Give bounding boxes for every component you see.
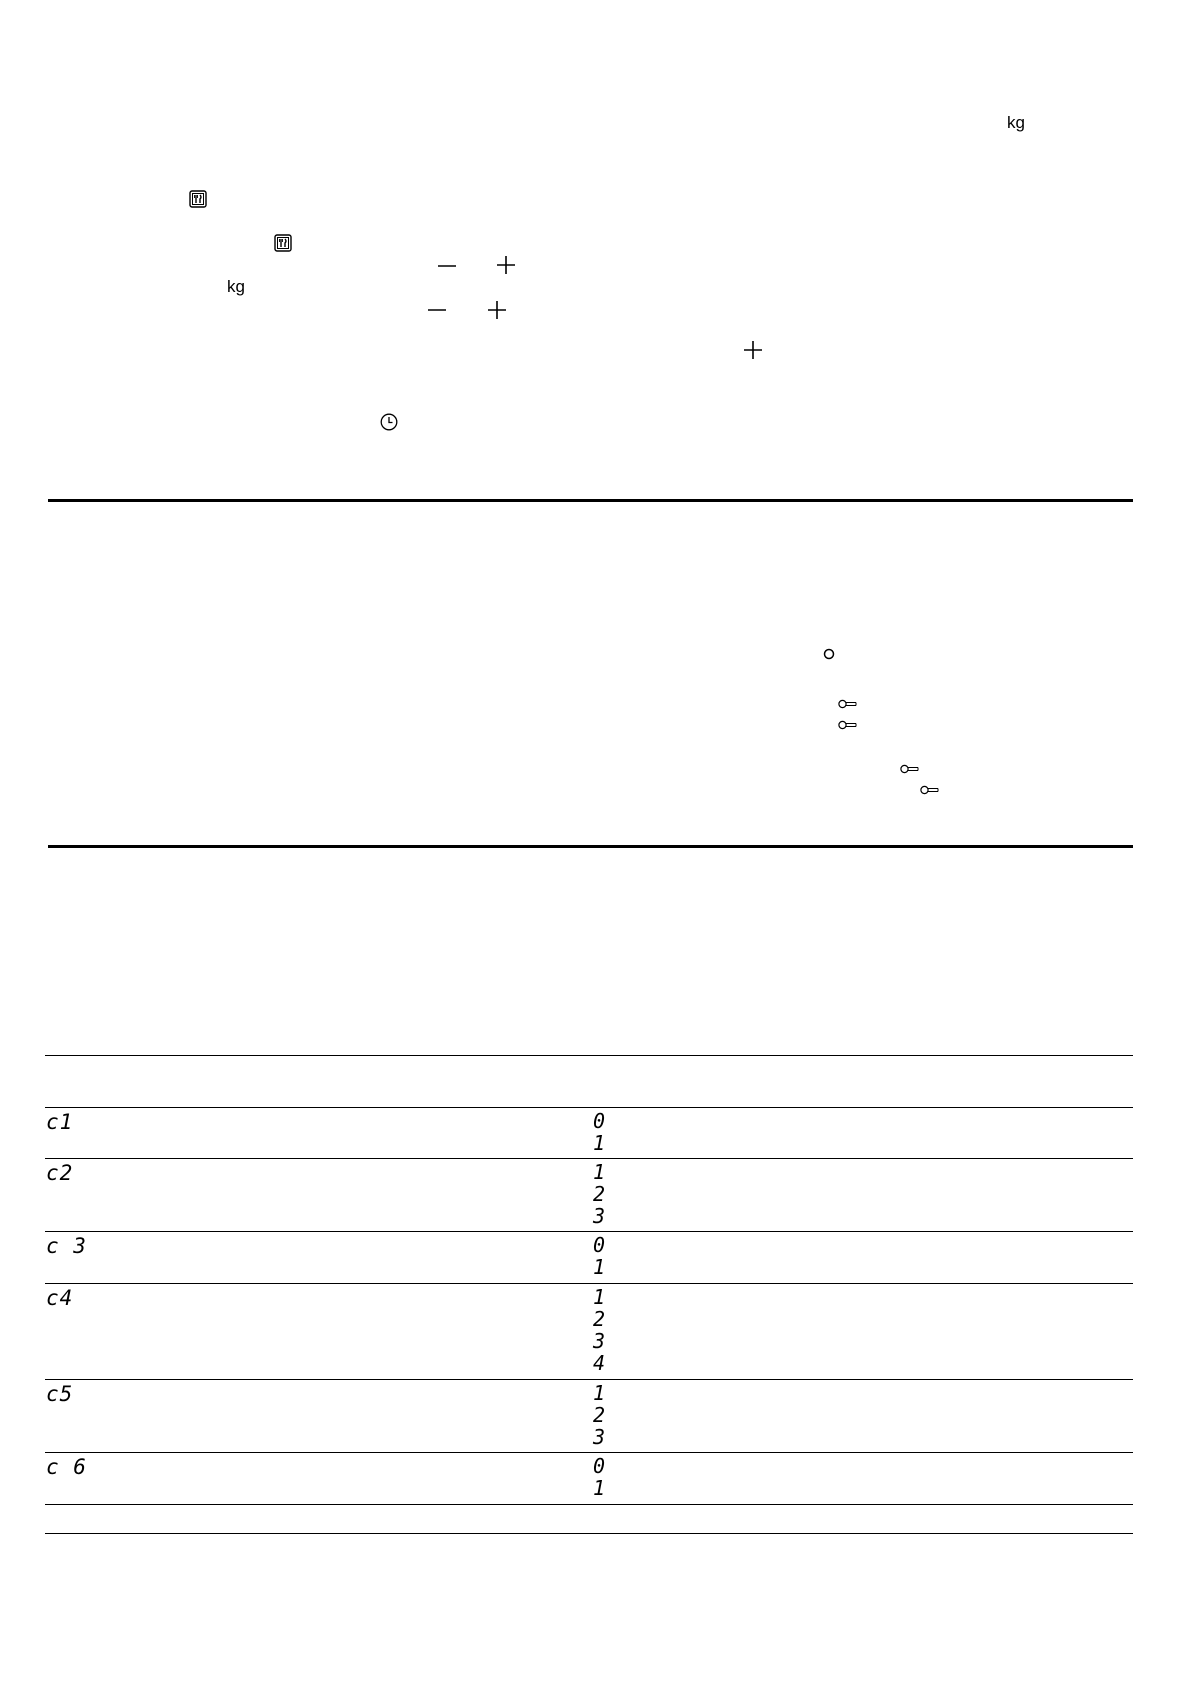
table-top-border	[45, 1055, 1133, 1056]
setting-value: 1	[593, 1285, 606, 1309]
setting-value: 1	[593, 1381, 606, 1405]
setting-code: c4	[46, 1286, 74, 1310]
setting-value: 2	[593, 1403, 606, 1427]
table-bottom-border	[45, 1533, 1133, 1534]
setting-value: 2	[593, 1307, 606, 1331]
meat-probe-icon	[838, 719, 858, 731]
setting-value: 1	[593, 1131, 606, 1155]
setting-value: 0	[593, 1233, 606, 1257]
setting-value: 0	[593, 1454, 606, 1478]
setting-value: 1	[593, 1255, 606, 1279]
section-divider	[48, 499, 1133, 502]
meat-probe-icon	[838, 698, 858, 710]
setting-value: 1	[593, 1160, 606, 1184]
setting-code: c5	[46, 1382, 74, 1406]
setting-code: c2	[46, 1161, 74, 1185]
setting-code: c1	[46, 1110, 74, 1134]
plus-icon	[743, 340, 763, 360]
minus-icon	[437, 256, 457, 276]
clock-icon	[380, 413, 398, 431]
setting-value: 3	[593, 1425, 606, 1449]
unit-kg-label: kg	[1007, 113, 1025, 132]
row-divider	[45, 1283, 1133, 1284]
row-divider	[45, 1452, 1133, 1453]
setting-value: 1	[593, 1476, 606, 1500]
row-divider	[45, 1504, 1133, 1505]
setting-value: 4	[593, 1351, 606, 1375]
section-divider	[48, 845, 1133, 848]
cutlery-box-icon	[189, 190, 207, 208]
setting-code: c 6	[46, 1455, 87, 1479]
meat-probe-icon	[920, 784, 940, 796]
setting-value: 3	[593, 1204, 606, 1228]
setting-value: 0	[593, 1109, 606, 1133]
row-divider	[45, 1158, 1133, 1159]
meat-probe-icon	[900, 763, 920, 775]
row-divider	[45, 1231, 1133, 1232]
unit-kg-label: kg	[227, 277, 245, 296]
cutlery-box-icon	[274, 234, 292, 252]
setting-value: 2	[593, 1182, 606, 1206]
row-divider	[45, 1379, 1133, 1380]
setting-value: 3	[593, 1329, 606, 1353]
plus-icon	[496, 255, 516, 275]
ring-icon	[823, 648, 835, 660]
setting-code: c 3	[46, 1234, 87, 1258]
minus-icon	[427, 300, 447, 320]
plus-icon	[487, 300, 507, 320]
table-header-divider	[45, 1107, 1133, 1108]
